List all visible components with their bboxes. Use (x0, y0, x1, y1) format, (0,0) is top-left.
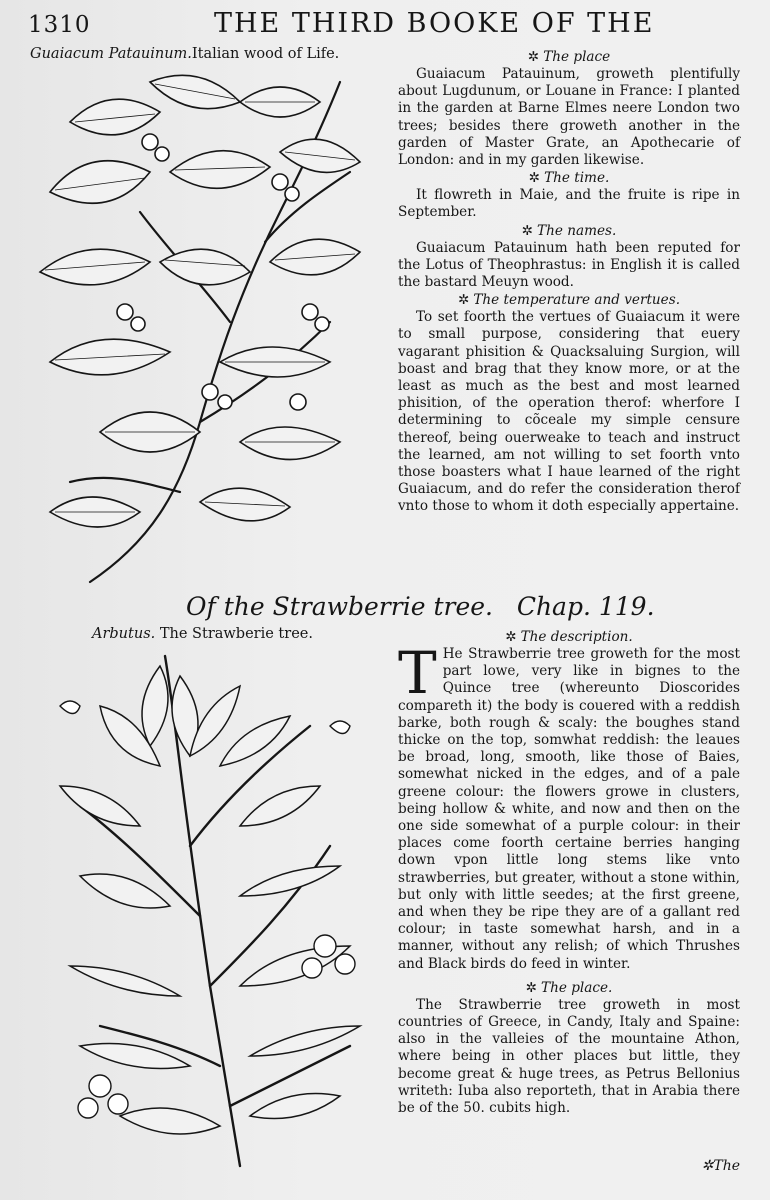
strawberry-tree-text-column (398, 628, 740, 1117)
asterism-icon: ✲ (457, 292, 470, 309)
chapter-title: Of the Strawberrie tree. (186, 592, 493, 621)
strawberry-tree-woodcut-illustration (40, 646, 380, 1176)
running-header (28, 8, 748, 42)
figure-caption-arbutus (92, 626, 313, 642)
catchword: ✲The (701, 1158, 740, 1174)
caption-common-name: The Strawberie tree. (155, 626, 313, 642)
asterism-icon: ✲ (525, 979, 538, 996)
asterism-icon: ✲ (701, 1158, 714, 1174)
asterism-icon: ✲ (505, 629, 517, 645)
figure-caption-guaiacum (30, 46, 339, 62)
asterism-icon: ✲ (521, 222, 534, 239)
heading-time: ✲ The time. (528, 170, 610, 187)
paragraph-time: It flowreth in Maie, and the fruite is ripe in September. (398, 187, 740, 221)
heading-names: ✲ The names. (521, 222, 617, 239)
guaiacum-woodcut-illustration (30, 62, 370, 592)
page-number: 1310 (28, 12, 91, 38)
caption-common-name: Italian wood of Life. (191, 46, 340, 62)
heading-temperature: ✲ The temperature and vertues. (457, 292, 681, 309)
caption-latin-name: Arbutus. (92, 626, 156, 642)
asterism-icon: ✲ (527, 49, 540, 65)
heading-place-2: ✲ The place. (525, 979, 613, 996)
paragraph-temperature: To set foorth the vertues of Guaiacum it were to small purpose, considering that euery vagarant phisition & Quacksaluing Surgion, will boast and brag that they know more, or at the least as much as the best and most learned phisition, of the operation therof: wherfore I determining to cõceale my simple censure thereof, being ouerweake to teach and instruct the learned, am not willing to set foorth vnto those boasters what I haue learned of the right Guaiacum, and do refer the consideration therof vnto those to whom it doth especially appertaine. (398, 309, 740, 515)
paragraph-description: T He Strawberrie tree groweth for the most part lowe, very like in bignes to the Quince tree (whereunto Dioscorides compareth it) the body is couered with a reddish barke, both rough & scaly: the boughes stand thicke on the top, somwhat reddish: the leaues be broad, long, smooth, like those of Baies, somewhat nicked in the edges, and of a pale greene colour: the flowers growe in clusters, being hollow & white, and now and then on the one side somewhat of a purple colour: in their places come foorth certaine berries hanging down vpon little long stems like vnto strawberries, but greater, without a stone within, but only with little seedes; at the first greene, and when they be ripe they are of a gallant red colour; in taste somewhat harsh, and in a manner, without any relish; of which Thrushes and Black birds do feed in winter. (398, 639, 740, 972)
guaiacum-text-column (398, 48, 740, 516)
paragraph-place: Guaiacum Patauinum, groweth plentifully about Lugdunum, or Louane in France: I planted in the garden at Barne Elmes neere London two trees; besides there groweth another in the garden of Master Grate, an Apothecarie of London: and in my garden likewise. (398, 66, 740, 169)
paragraph-names: Guaiacum Patauinum hath been reputed for the Lotus of Theophrastus: in English it is called the bastard Meuyn wood. (398, 239, 740, 291)
drop-capital: T (398, 639, 437, 707)
heading-description: ✲ The description. (505, 629, 633, 645)
chapter-number: Chap. 119. (516, 592, 655, 621)
caption-latin-name: Guaiacum Patauinum. (30, 46, 192, 62)
running-title: THE THIRD BOOKE OF THE (214, 8, 655, 39)
heading-place: ✲ The place (527, 49, 611, 65)
paragraph-place-2: The Strawberrie tree groweth in most countries of Greece, in Candy, Italy and Spaine: also in the valleies of the mountaine Athon, where being in other places but little, they become great & huge trees, as Petrus Bellonius writeth: Iuba also reporteth, that in Arabia there be of the 50. cubits high. (398, 996, 740, 1117)
asterism-icon: ✲ (528, 170, 541, 187)
chapter-heading (186, 592, 655, 621)
